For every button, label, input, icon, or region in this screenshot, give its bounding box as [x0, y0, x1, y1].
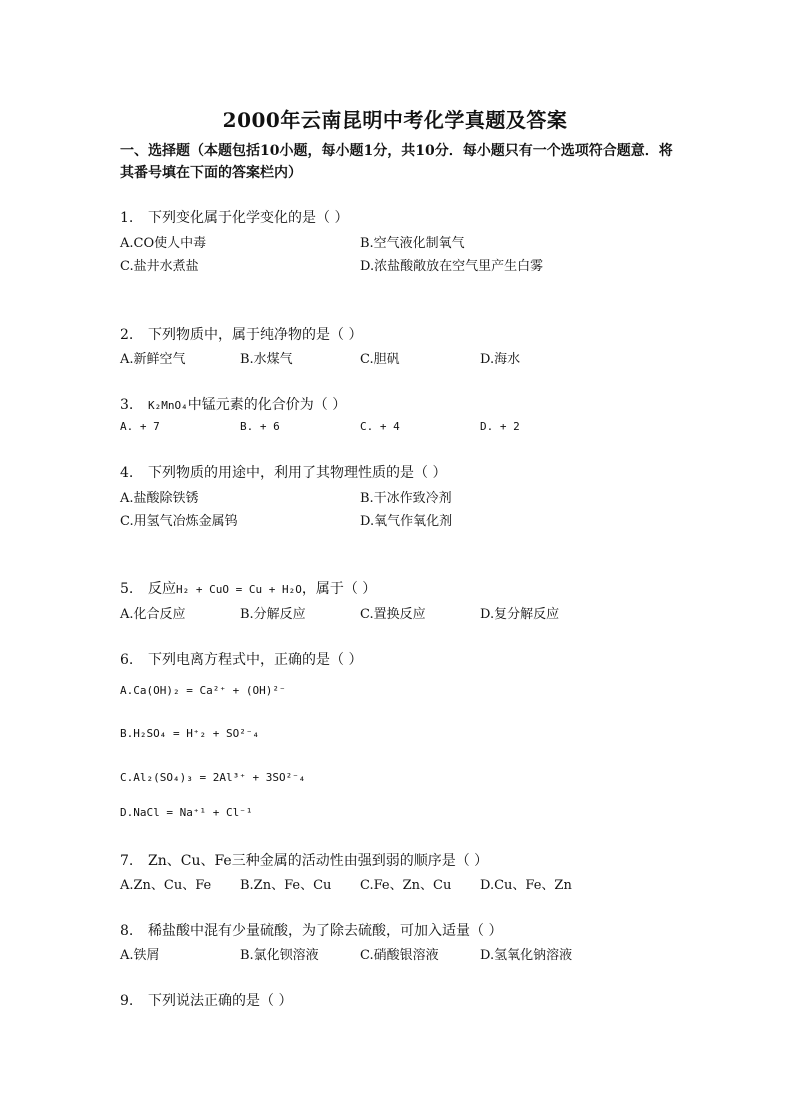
option-d: D.Cu、Fe、Zn [480, 878, 572, 893]
question-6 [120, 649, 362, 669]
question-8 [120, 920, 502, 940]
option-d: D.海水 [480, 352, 521, 367]
option-b: B. + 6 [240, 420, 280, 433]
option-c: C.胆矾 [360, 352, 400, 367]
question-3 [120, 394, 346, 414]
question-stem: 下列变化属于化学变化的是（ ） [148, 210, 349, 226]
option-a: A.盐酸除铁锈 [120, 491, 199, 506]
formula: H₂ + CuO = Cu + H₂O [176, 583, 302, 596]
question-number: 8. [120, 923, 134, 939]
option-b: B.空气液化制氧气 [360, 236, 465, 251]
option-b: B.分解反应 [240, 607, 306, 622]
question-stem: 稀盐酸中混有少量硫酸，为了除去硫酸，可加入适量（ ） [148, 923, 503, 939]
option-b: B.氯化钡溶液 [240, 948, 319, 963]
question-number: 3. [120, 397, 134, 413]
option-c: C. + 4 [360, 420, 400, 433]
question-stem-prefix: 反应 [148, 581, 176, 597]
question-5 [120, 578, 376, 598]
formula: K₂MnO₄ [148, 399, 188, 412]
question-number: 6. [120, 652, 134, 668]
question-stem: 下列物质的用途中，利用了其物理性质的是（ ） [148, 465, 447, 481]
page-title: 2000年云南昆明中考化学真题及答案 [222, 108, 568, 132]
question-2 [120, 324, 362, 344]
option-d: D.复分解反应 [480, 607, 560, 622]
option-c: C.盐井水煮盐 [120, 259, 199, 274]
option-d: D.氢氧化钠溶液 [480, 948, 573, 963]
option-a: A.Ca(OH)₂ = Ca²⁺ + (OH)²⁻ [120, 684, 286, 697]
option-a: A.化合反应 [120, 607, 186, 622]
question-stem: 下列电离方程式中，正确的是（ ） [148, 652, 363, 668]
option-d: D. + 2 [480, 420, 520, 433]
question-stem: 中锰元素的化合价为（ ） [187, 397, 347, 413]
option-b: B.Zn、Fe、Cu [240, 878, 332, 893]
question-number: 4. [120, 465, 134, 481]
option-a: A.新鲜空气 [120, 352, 186, 367]
option-c: C.用氢气冶炼金属钨 [120, 514, 238, 529]
question-stem: 下列物质中，属于纯净物的是（ ） [148, 327, 363, 343]
option-d: D.氧气作氧化剂 [360, 514, 453, 529]
question-stem: Zn、Cu、Fe三种金属的活动性由强到弱的顺序是（ ） [148, 853, 489, 869]
option-c: C.硝酸银溶液 [360, 948, 439, 963]
option-a: A.铁屑 [120, 948, 160, 963]
option-a: A.CO使人中毒 [120, 236, 207, 251]
section-heading: 一、选择题（本题包括10小题，每小题1分，共10分．每小题只有一个选项符合题意．将其番号填在下面的答案栏内） [120, 143, 673, 181]
question-number: 5. [120, 581, 134, 597]
option-b: B.H₂SO₄ = H⁺₂ + SO²⁻₄ [120, 727, 260, 740]
question-number: 7. [120, 853, 134, 869]
question-number: 1. [120, 210, 134, 226]
option-d: D.NaCl = Na⁺¹ + Cl⁻¹ [120, 806, 253, 819]
option-c: C.置换反应 [360, 607, 426, 622]
option-c: C.Al₂(SO₄)₃ = 2Al³⁺ + 3SO²⁻₄ [120, 771, 306, 784]
option-b: B.水煤气 [240, 352, 293, 367]
question-stem: ，属于（ ） [301, 581, 377, 597]
question-number: 9. [120, 993, 134, 1009]
option-c: C.Fe、Zn、Cu [360, 878, 452, 893]
question-7 [120, 850, 488, 870]
question-1 [120, 207, 348, 227]
question-number: 2. [120, 327, 134, 343]
question-9 [120, 990, 292, 1010]
question-stem: 下列说法正确的是（ ） [148, 993, 293, 1009]
option-b: B.干冰作致冷剂 [360, 491, 452, 506]
option-a: A.Zn、Cu、Fe [120, 878, 212, 893]
question-4 [120, 462, 446, 482]
option-a: A. + 7 [120, 420, 160, 433]
option-d: D.浓盐酸敞放在空气里产生白雾 [360, 259, 544, 274]
